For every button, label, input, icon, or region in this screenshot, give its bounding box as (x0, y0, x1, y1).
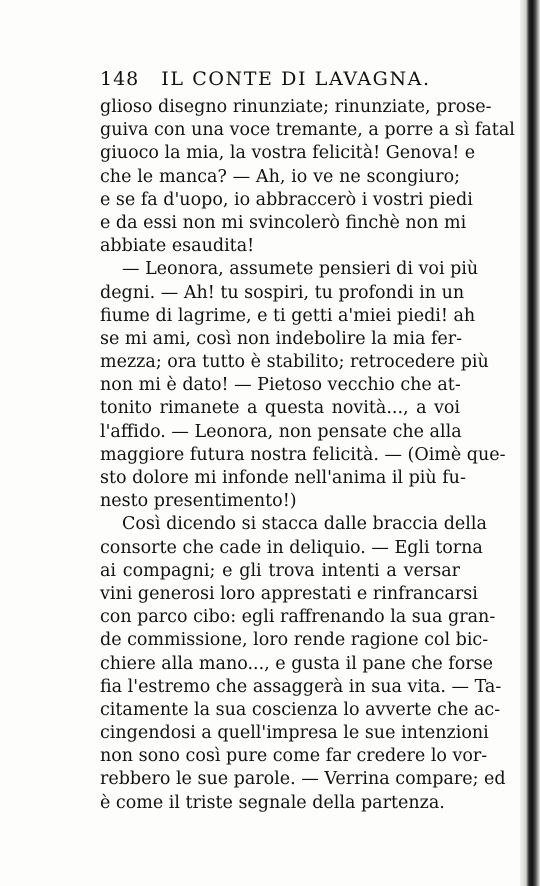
text-line: ai compagni; e gli trova intenti a versar (100, 560, 460, 581)
text-line: consorte che cade in deliquio. — Egli torna (100, 537, 483, 558)
text-line: chiere alla mano..., e gusta il pane che forse (100, 653, 493, 674)
text-line: nesto presentimento!) (100, 491, 297, 512)
text-line: non mi è dato! — Pietoso vecchio che at- (100, 375, 461, 396)
text-line: sto dolore mi infonde nell'anima il più fu- (100, 468, 466, 488)
text-line: che le manca? — Ah, io ve ne scongiuro; (100, 166, 460, 187)
text-line: fia l'estremo che assaggerà in sua vita. — Ta- (100, 676, 502, 697)
text-line: de commissione, loro rende ragione col bic- (100, 630, 489, 651)
page-number: 148 (100, 68, 140, 90)
text-line: vini generosi loro apprestati e rinfrancarsi (100, 583, 478, 604)
page-header (100, 68, 460, 90)
text-line: tonito rimanete a questa novità..., a voi (100, 398, 460, 419)
text-line: glioso disegno rinunziate; rinunziate, prose- (100, 97, 492, 117)
text-line: maggiore futura nostra felicità. — (Oimè que- (100, 444, 506, 465)
text-line: cingendosi a quell'impresa le sue intenzioni (100, 723, 489, 744)
book-spine-edge (520, 0, 540, 886)
text-line: con parco cibo: egli raffrenando la sua gran- (100, 607, 496, 628)
text-line: giuoco la mia, la vostra felicità! Genova! e (100, 143, 476, 164)
text-line: guiva con una voce tremante, a porre a sì fatal (100, 120, 515, 141)
text-line: — Leonora, assumete pensieri di voi più (122, 259, 479, 280)
text-line: è come il triste segnale della partenza. (100, 792, 445, 813)
text-line: l'affido. — Leonora, non pensate che alla (100, 421, 462, 442)
text-line: non sono così pure come far credere lo vor- (100, 746, 488, 767)
text-line: se mi ami, così non indebolire la mia fer- (100, 328, 463, 349)
text-line: abbiate esaudita! (100, 236, 255, 257)
text-line: fiume di lagrime, e ti getti a'miei piedi! ah (100, 305, 476, 326)
text-line: degni. — Ah! tu sospiri, tu profondi in un (100, 282, 465, 303)
text-line: mezza; ora tutto è stabilito; retrocedere più (100, 352, 489, 373)
text-line: Così dicendo si stacca dalle braccia della (122, 514, 487, 535)
text-line: rebbero le sue parole. — Verrina compare; ed (100, 769, 506, 790)
text-line: e da essi non mi svincolerò finchè non mi (100, 212, 467, 233)
running-title: IL CONTE DI LAVAGNA. (161, 68, 431, 90)
text-line: e se fa d'uopo, io abbraccerò i vostri piedi (100, 189, 473, 210)
text-line: citamente la sua coscienza lo avverte che ac- (100, 699, 501, 720)
body-text (100, 96, 515, 815)
